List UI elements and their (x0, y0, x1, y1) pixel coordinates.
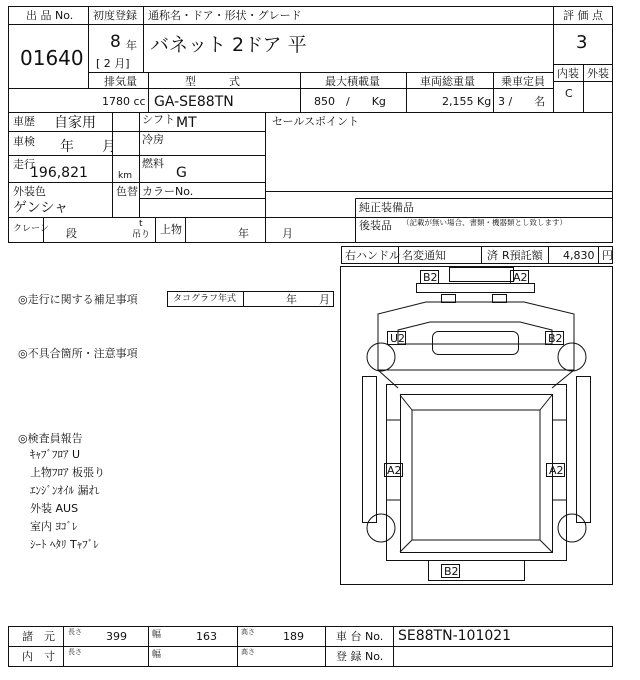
model-name: バネット 2ドア 平 (150, 34, 307, 56)
damage-mark: A2 (387, 464, 402, 477)
history-label: 車歴 (13, 115, 35, 128)
gross-weight-label: 車両総重量 (420, 75, 475, 88)
recycle-fee-label: R預託額 (502, 249, 543, 262)
driving-notes-label: ◎走行に関する補足事項 (18, 293, 138, 306)
inspector-report-line: ｴﾝｼﾞﾝｵｲﾙ 漏れ (30, 484, 100, 497)
year-unit: 年 (126, 39, 137, 52)
color-label: 外装色 (13, 185, 46, 198)
model-code-label: 型 式 (185, 75, 240, 88)
aftermarket-note: （記載が無い場合、書類・機器類とし致します） (402, 218, 567, 227)
interior-height-label: 高さ (241, 648, 255, 656)
first-reg-year: 8 (110, 32, 121, 52)
first-reg-month: [ 2 月] (96, 57, 130, 70)
ownership-change-mark: 済 (487, 249, 498, 262)
capacity-label: 乗車定員 (501, 75, 545, 88)
color-value: ゲンシャ (13, 200, 69, 216)
interior-label: 内装 (557, 67, 579, 80)
width-value: 163 (196, 630, 217, 643)
crane-label: クレーン (13, 224, 49, 234)
aftermarket-label: 後装品 (359, 219, 392, 232)
history-value: 自家用 (54, 115, 96, 131)
fuel-value: G (176, 165, 187, 181)
color-no-label: 色替 (116, 185, 138, 198)
crane-tonnage-unit: t (139, 219, 143, 229)
damage-mark: A2 (513, 271, 528, 284)
color-code-label: カラーNo. (142, 185, 194, 198)
defects-label: ◎不具合箇所・注意事項 (18, 347, 138, 360)
mileage-label: 走行 (13, 158, 35, 171)
mileage-unit: km (118, 171, 132, 181)
max-load-label: 最大積載量 (325, 75, 380, 88)
inspection-value: 年 月 (60, 139, 116, 155)
exterior-label: 外装 (587, 67, 609, 80)
recycle-fee-unit: 円 (602, 249, 613, 262)
steering-side: 右ハンドル (345, 249, 400, 262)
tachograph-label: タコグラフ年式 (173, 294, 237, 304)
inspector-report-line: 室内 ﾖｺﾞﾚ (30, 520, 78, 533)
dims-label: 諸 元 (22, 630, 55, 643)
capacity-value: 3 / 名 (498, 95, 546, 108)
model-label: 通称名・ドア・形状・グレード (148, 9, 302, 22)
damage-mark: B2 (548, 332, 563, 345)
mileage-value: 196,821 (30, 165, 88, 181)
height-value: 189 (283, 630, 304, 643)
shift-label: シフト (142, 113, 175, 126)
tachograph-date: 年 月 (286, 293, 330, 306)
inspector-report-line: ｼｰﾄ ﾍﾀﾘ Tｬﾌﾞﾚ (30, 538, 99, 551)
damage-mark: A2 (549, 464, 564, 477)
inspector-report-line: 上物ﾌﾛｱ 板張り (30, 466, 105, 479)
grade-label: 評 価 点 (563, 9, 603, 22)
inspector-report-line: ｷｬﾌﾞﾌﾛｱ U (30, 448, 81, 461)
interior-dims-label: 内 寸 (22, 650, 55, 663)
deck-date: 年 月 (238, 227, 293, 240)
registration-label: 登 録 No. (336, 650, 384, 663)
length-label: 長さ (68, 628, 82, 636)
interior-width-label: 幅 (152, 650, 162, 660)
crane-hook: 吊り (132, 230, 151, 240)
deck-label: 上物 (160, 223, 182, 236)
lot-no-label: 出 品 No. (26, 9, 74, 22)
length-value: 399 (106, 630, 127, 643)
damage-mark: B2 (423, 271, 438, 284)
max-load-value: 850 / Kg (314, 95, 386, 108)
interior-grade: C (565, 87, 573, 100)
model-code: GA-SE88TN (154, 94, 234, 110)
truck-diagram (363, 268, 591, 581)
genuine-equipment-label: 純正装備品 (359, 201, 414, 214)
sales-point-label: セールスポイント (272, 115, 360, 128)
inspection-label: 車検 (13, 135, 35, 148)
interior-length-label: 長さ (68, 648, 82, 656)
shift-value: MT (176, 115, 197, 131)
displacement-value: 1780 cc (102, 95, 146, 108)
overall-grade: 3 (576, 32, 588, 53)
first-reg-label: 初度登録 (93, 9, 137, 22)
fuel-label: 燃料 (142, 157, 164, 170)
recycle-fee-value: 4,830 (563, 249, 595, 262)
width-label: 幅 (152, 630, 162, 640)
height-label: 高さ (241, 628, 255, 636)
damage-mark: B2 (444, 565, 459, 578)
crane-stage: 段 (66, 227, 77, 240)
chassis-number: SE88TN-101021 (398, 628, 512, 644)
ownership-change-label: 名変通知 (402, 249, 446, 262)
damage-mark: U2 (390, 332, 406, 345)
inspector-report-label: ◎検査員報告 (18, 432, 83, 445)
gross-weight-value: 2,155 Kg (442, 95, 492, 108)
displacement-label: 排気量 (104, 75, 137, 88)
ac-label: 冷房 (142, 133, 164, 146)
chassis-label: 車 台 No. (336, 630, 384, 643)
inspector-report-line: 外装 AUS (30, 502, 79, 515)
lot-number: 01640 (20, 46, 84, 70)
